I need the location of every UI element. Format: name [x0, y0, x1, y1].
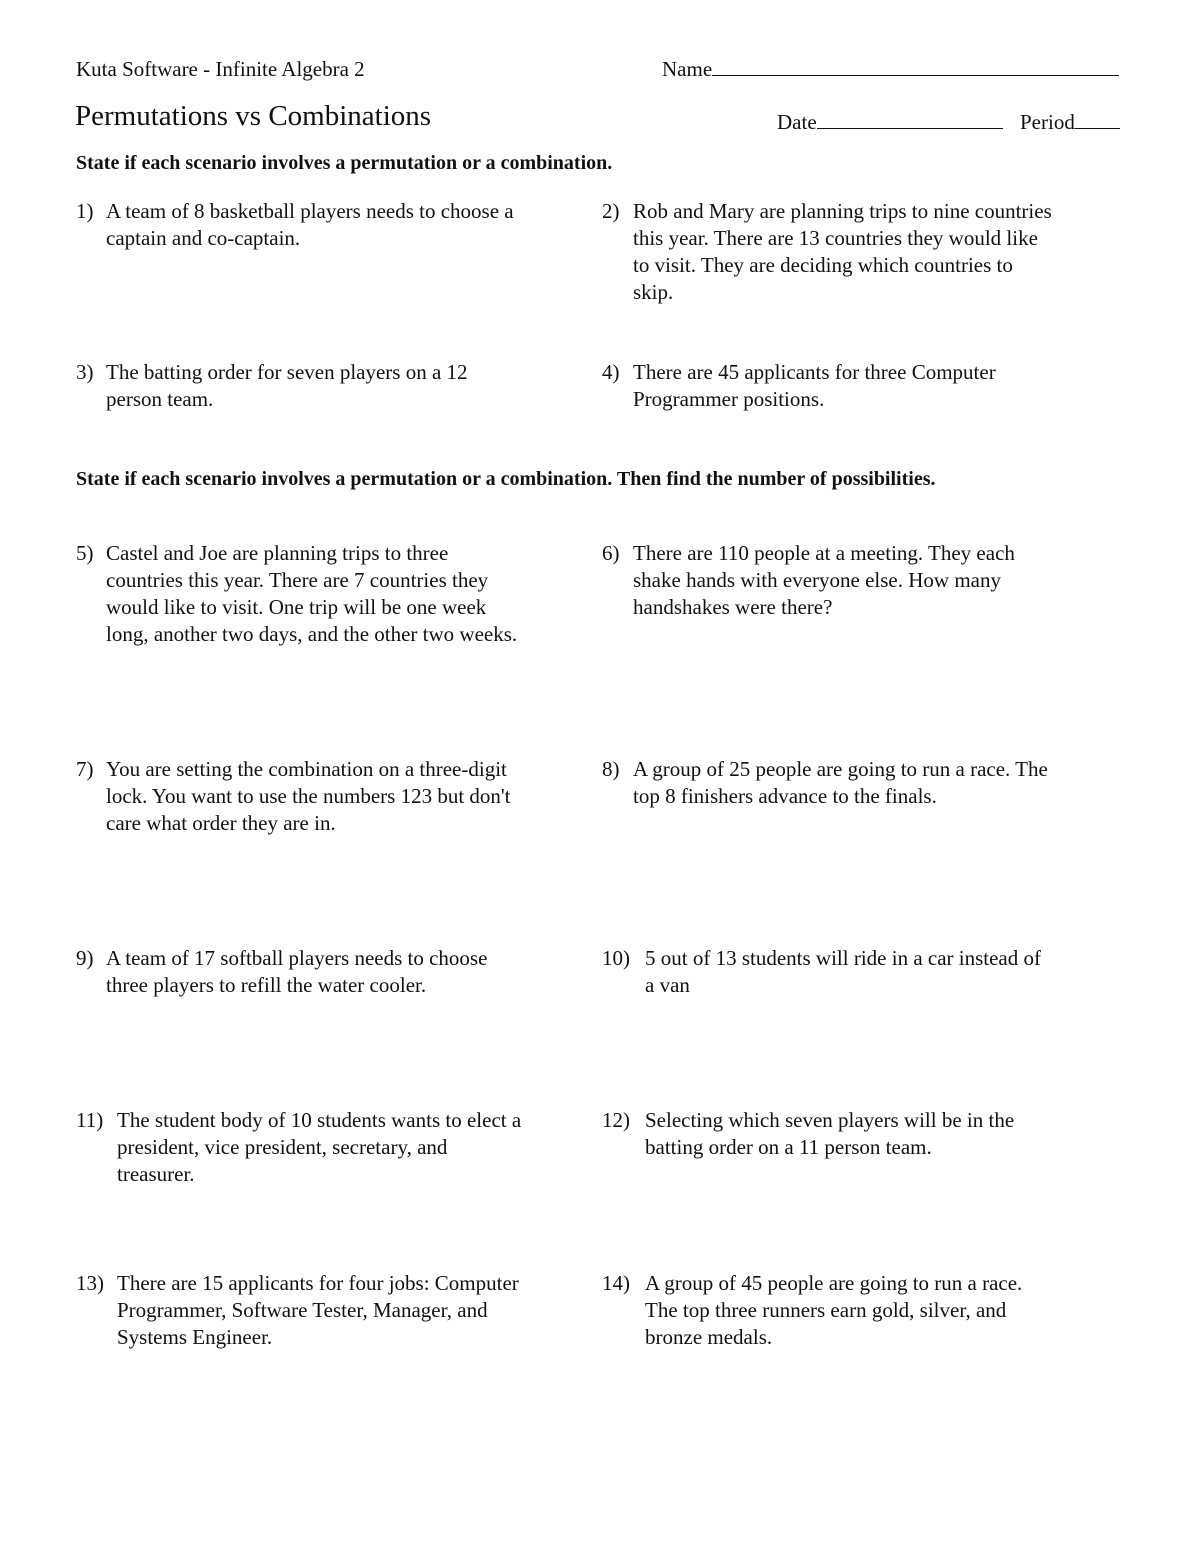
- date-label: Date: [777, 110, 817, 134]
- period-label: Period: [1020, 110, 1075, 134]
- question-number: 12): [602, 1108, 630, 1132]
- question-number: 7): [76, 757, 94, 781]
- question-12: [602, 1107, 1072, 1161]
- section-1-instruction: State if each scenario involves a permutation or a combination.: [76, 152, 613, 174]
- question-13: [76, 1270, 526, 1351]
- question-4: [602, 359, 1052, 413]
- name-label: Name: [662, 57, 713, 81]
- question-14: [602, 1270, 1052, 1351]
- question-text: A group of 45 people are going to run a race. The top three runners earn gold, silver, and bronze medals.: [645, 1271, 1023, 1349]
- question-number: 9): [76, 946, 94, 970]
- publisher-text: Kuta Software - Infinite Algebra 2: [76, 57, 365, 81]
- period-field[interactable]: [1020, 110, 1120, 134]
- question-text: Selecting which seven players will be in the batting order on a 11 person team.: [645, 1108, 1015, 1159]
- page-title: Permutations vs Combinations: [75, 100, 432, 132]
- question-text: There are 45 applicants for three Computer Programmer positions.: [633, 360, 996, 411]
- question-5: [76, 540, 526, 648]
- question-text: The student body of 10 students wants to elect a president, vice president, secretary, and treasurer.: [117, 1108, 522, 1186]
- question-number: 6): [602, 541, 620, 565]
- question-number: 2): [602, 199, 620, 223]
- question-number: 4): [602, 360, 620, 384]
- question-3: [76, 359, 526, 413]
- question-text: Castel and Joe are planning trips to three countries this year. There are 7 countries they would like to visit. One trip will be one week long, another two days, and the other two weeks.: [106, 541, 518, 646]
- section-2-instruction: State if each scenario involves a permutation or a combination. Then find the number of possibilities.: [76, 468, 936, 490]
- question-10: [602, 945, 1052, 999]
- question-text: There are 15 applicants for four jobs: Computer Programmer, Software Tester, Manager, and Systems Engineer.: [117, 1271, 519, 1349]
- question-number: 10): [602, 946, 630, 970]
- question-text: Rob and Mary are planning trips to nine countries this year. There are 13 countries they would like to visit. They are deciding which countries to skip.: [633, 199, 1052, 304]
- question-9: [76, 945, 526, 999]
- name-field[interactable]: [662, 57, 1119, 81]
- date-blank-line: [817, 111, 1003, 129]
- question-text: A team of 17 softball players needs to choose three players to refill the water cooler.: [106, 946, 488, 997]
- period-blank-line: [1075, 111, 1120, 129]
- question-number: 1): [76, 199, 94, 223]
- question-6: [602, 540, 1052, 621]
- question-number: 3): [76, 360, 94, 384]
- question-1: [76, 198, 526, 252]
- question-number: 11): [76, 1108, 104, 1132]
- question-text: There are 110 people at a meeting. They each shake hands with everyone else. How many handshakes were there?: [633, 541, 1015, 619]
- question-text: 5 out of 13 students will ride in a car instead of a van: [645, 946, 1041, 997]
- question-number: 5): [76, 541, 94, 565]
- question-text: A team of 8 basketball players needs to choose a captain and co-captain.: [106, 199, 514, 250]
- question-number: 14): [602, 1271, 630, 1295]
- date-field[interactable]: [777, 110, 1003, 134]
- question-7: [76, 756, 526, 837]
- question-text: The batting order for seven players on a 12 person team.: [106, 360, 468, 411]
- question-text: You are setting the combination on a three-digit lock. You want to use the numbers 123 but don't care what order they are in.: [106, 757, 511, 835]
- question-8: [602, 756, 1052, 810]
- name-blank-line: [712, 58, 1119, 76]
- question-11: [76, 1107, 526, 1188]
- question-number: 8): [602, 757, 620, 781]
- question-2: [602, 198, 1052, 306]
- question-number: 13): [76, 1271, 104, 1295]
- question-text: A group of 25 people are going to run a race. The top 8 finishers advance to the finals.: [633, 757, 1048, 808]
